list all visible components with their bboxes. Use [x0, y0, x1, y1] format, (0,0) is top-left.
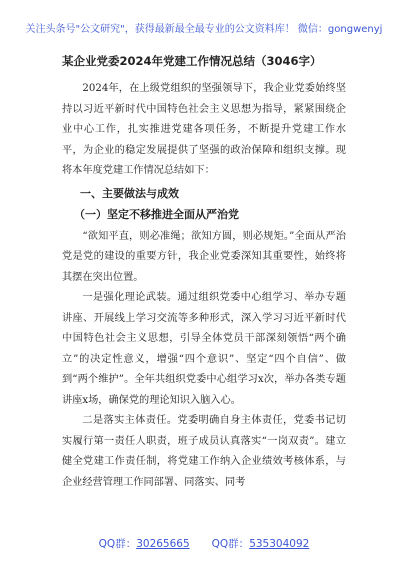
qq-group-1-number[interactable]: 30265665 [136, 538, 190, 550]
document-title: 某企业党委2024年党建工作情况总结（3046字） [62, 54, 322, 68]
qq-group-1-label: QQ群： [98, 538, 137, 550]
body-paragraph-2: 一是强化理论武装。通过组织党委中心组学习、举办专题讲座、开展线上学习交流等多种形式，深入学习习近平新时代中国特色社会主义思想，引导全体党员干部深刻领悟“两个确立”的决定性意义，增强“四个意识”、坚定“四个自信”、做到“两个维护”。全年共组织党委中心组学习x次，举办各类专题讲座x场，确保党的理论知识入脑入心。 [62, 292, 346, 406]
document-body [62, 53, 346, 493]
body-paragraph-3: 二是落实主体责任。党委明确自身主体责任，党委书记切实履行第一责任人职责，班子成员认真落实“一岗双责”。建立健全党建工作责任制，将党建工作纳入企业绩效考核体系，与企业经营管理工作同部署、同落实、同考 [62, 415, 346, 488]
subsection-heading: （一）坚定不移推进全面从严治党 [74, 207, 239, 221]
footer-contact [0, 536, 408, 551]
section-heading: 一、主要做法与成效 [80, 186, 179, 200]
qq-group-2-number[interactable]: 535304092 [249, 538, 310, 550]
promo-banner[interactable]: 关注头条号"公文研究"，获得最新最全最专业的公文资料库！ 微信：gongwenyj [25, 24, 383, 35]
qq-group-2-label: QQ群： [211, 538, 250, 550]
intro-paragraph: 2024年，在上级党组织的坚强领导下，我企业党委始终坚持以习近平新时代中国特色社会主义思想为指导，紧紧围绕企业中心工作，扎实推进党建各项任务，不断提升党建工作水平，为企业的稳定发展提供了坚强的政治保障和组织支撑。现将本年度党建工作情况总结如下： [62, 83, 346, 176]
body-paragraph-1: “欲知平直，则必准绳；欲知方圆，则必规矩。”全面从严治党是党的建设的重要方针，我企业党委深知其重要性，始终将其摆在突出位置。 [62, 230, 346, 283]
